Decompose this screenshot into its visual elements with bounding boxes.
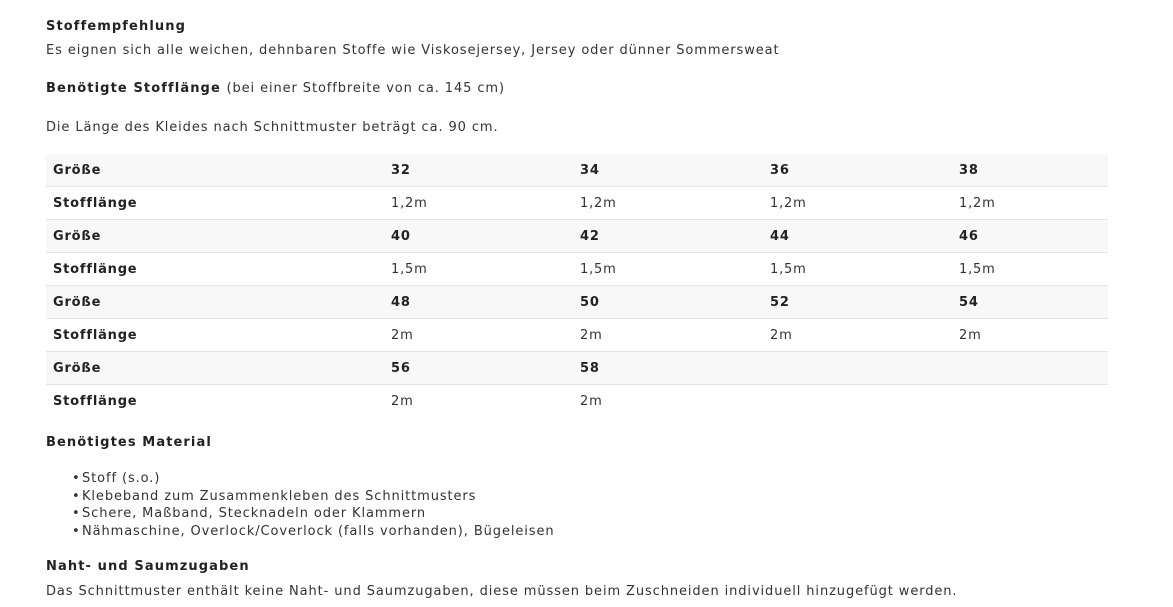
length-row (46, 187, 1108, 220)
bullet-icon: • (72, 506, 81, 522)
length-cell: 2m (763, 319, 952, 352)
size-cell (763, 352, 952, 385)
length-cell (763, 385, 952, 418)
list-item (72, 505, 554, 523)
size-cell: 38 (952, 154, 1108, 187)
size-cell: 56 (384, 352, 573, 385)
list-item-text: Klebeband zum Zusammenkleben des Schnittmusters (82, 488, 477, 504)
size-cell: 34 (573, 154, 763, 187)
length-cell: 1,2m (573, 187, 763, 220)
length-row (46, 253, 1108, 286)
length-cell: 1,2m (952, 187, 1108, 220)
list-item (72, 523, 554, 541)
list-item-text: Nähmaschine, Overlock/Coverlock (falls vorhanden), Bügeleisen (82, 524, 555, 540)
length-row (46, 385, 1108, 418)
size-row (46, 352, 1108, 385)
fabric-recommendation-text: Es eignen sich alle weichen, dehnbaren Stoffe wie Viskosejersey, Jersey oder dünner Sommersweat (46, 43, 780, 58)
size-cell: 42 (573, 220, 763, 253)
list-item-text: Stoff (s.o.) (82, 471, 161, 486)
length-cell: 2m (952, 319, 1108, 352)
length-cell (952, 385, 1108, 418)
size-cell: 52 (763, 286, 952, 319)
fabric-length-subtitle: (bei einer Stoffbreite von ca. 145 cm) (226, 81, 505, 96)
length-cell: 2m (384, 385, 573, 418)
seam-allowance-heading: Naht- und Saumzugaben (46, 559, 250, 574)
size-table (46, 154, 1108, 417)
row-label: Stofflänge (46, 385, 384, 418)
size-cell: 32 (384, 154, 573, 187)
bullet-icon: • (72, 524, 81, 540)
materials-heading: Benötigtes Material (46, 435, 212, 450)
row-label: Stofflänge (46, 253, 384, 286)
row-label: Stofflänge (46, 319, 384, 352)
dress-length-text: Die Länge des Kleides nach Schnittmuster beträgt ca. 90 cm. (46, 120, 499, 135)
row-label: Größe (46, 352, 384, 385)
size-cell: 54 (952, 286, 1108, 319)
seam-allowance-text: Das Schnittmuster enthält keine Naht- und Saumzugaben, diese müssen beim Zuschneiden individuell hinzugefügt werden. (46, 584, 958, 599)
length-cell: 2m (573, 385, 763, 418)
length-cell: 2m (573, 319, 763, 352)
materials-list (72, 470, 554, 541)
size-cell: 44 (763, 220, 952, 253)
size-cell: 36 (763, 154, 952, 187)
length-cell: 1,5m (952, 253, 1108, 286)
length-cell: 2m (384, 319, 573, 352)
size-row (46, 286, 1108, 319)
size-cell: 48 (384, 286, 573, 319)
length-cell: 1,2m (763, 187, 952, 220)
list-item (72, 488, 554, 506)
length-row (46, 319, 1108, 352)
row-label: Stofflänge (46, 187, 384, 220)
row-label: Größe (46, 286, 384, 319)
size-cell: 50 (573, 286, 763, 319)
length-cell: 1,5m (763, 253, 952, 286)
bullet-icon: • (72, 488, 81, 504)
bullet-icon: • (72, 471, 81, 486)
length-cell: 1,2m (384, 187, 573, 220)
list-item (72, 470, 554, 488)
row-label: Größe (46, 220, 384, 253)
size-cell: 46 (952, 220, 1108, 253)
size-cell (952, 352, 1108, 385)
list-item-text: Schere, Maßband, Stecknadeln oder Klammern (82, 506, 427, 522)
size-row (46, 220, 1108, 253)
size-cell: 40 (384, 220, 573, 253)
fabric-length-heading (46, 81, 505, 96)
row-label: Größe (46, 154, 384, 187)
size-row (46, 154, 1108, 187)
size-cell: 58 (573, 352, 763, 385)
length-cell: 1,5m (573, 253, 763, 286)
fabric-length-title: Benötigte Stofflänge (46, 81, 221, 96)
fabric-recommendation-heading: Stoffempfehlung (46, 19, 186, 34)
length-cell: 1,5m (384, 253, 573, 286)
